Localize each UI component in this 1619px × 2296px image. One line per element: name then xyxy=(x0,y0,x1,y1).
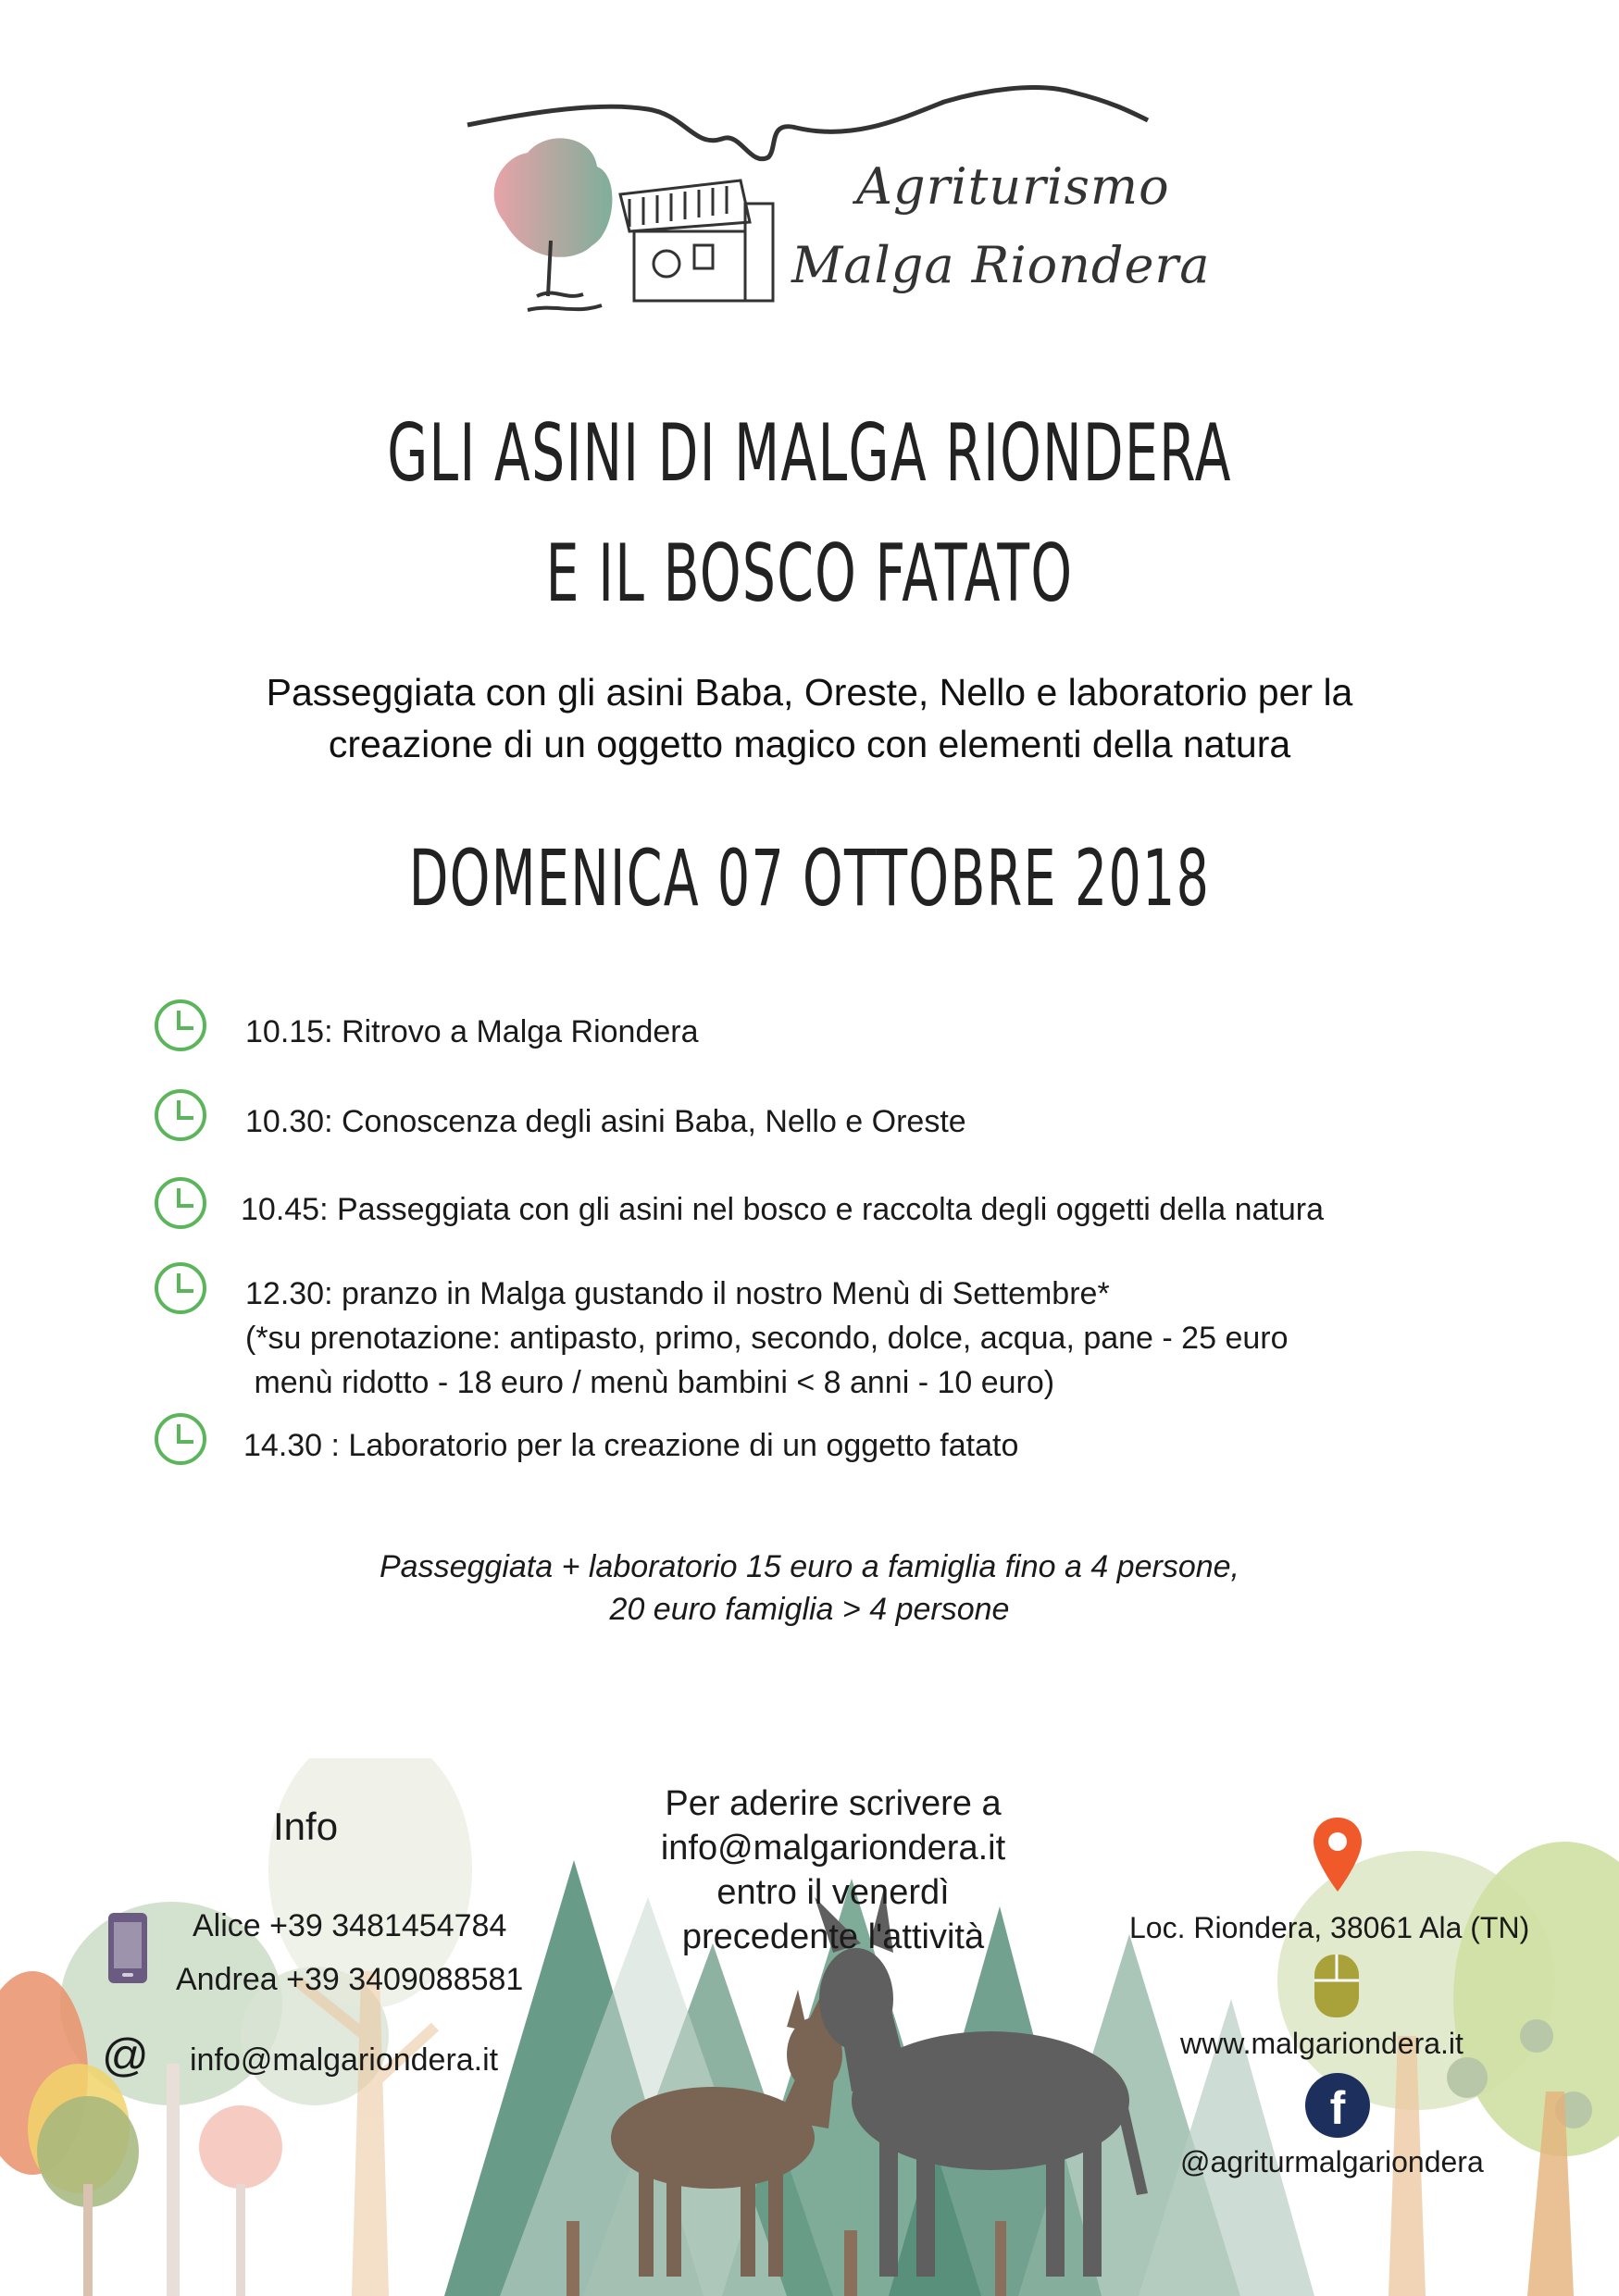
clock-icon xyxy=(153,1260,208,1316)
clock-icon xyxy=(153,1175,208,1231)
address: Loc. Riondera, 38061 Ala (TN) xyxy=(1129,1911,1530,1944)
price-note xyxy=(0,1545,1619,1631)
email-icon: @ xyxy=(102,2029,149,2081)
trunk xyxy=(995,2221,1006,2296)
info-heading: Info xyxy=(273,1805,339,1848)
schedule-line: (*su prenotazione: antipasto, primo, secondo, dolce, acqua, pane - 25 euro xyxy=(245,1321,1289,1356)
info-email[interactable]: info@malgariondera.it xyxy=(190,2042,499,2078)
brand-name-line1: Agriturismo xyxy=(856,157,1170,216)
price-line1: Passeggiata + laboratorio 15 euro a famiglia fino a 4 persone, xyxy=(380,1549,1239,1584)
facebook-handle[interactable]: @agriturmalgariondera xyxy=(1180,2145,1484,2178)
logo-house xyxy=(620,180,773,301)
contact-andrea: Andrea +39 3409088581 xyxy=(176,1962,524,1997)
join-line3: entro il venerdì xyxy=(716,1873,950,1912)
facebook-icon[interactable]: f xyxy=(1305,2073,1370,2138)
join-line2[interactable]: info@malgariondera.it xyxy=(660,1829,1006,1868)
subtitle-line2: creazione di un oggetto magico con elementi della natura xyxy=(328,723,1291,765)
event-date: DOMENICA 07 OTTOBRE 2018 xyxy=(408,833,1211,924)
logo-tree-canopy xyxy=(494,138,613,256)
schedule-line: menù ridotto - 18 euro / menù bambini < 8 anni - 10 euro) xyxy=(245,1365,1055,1400)
contact-alice: Alice +39 3481454784 xyxy=(193,1908,507,1943)
clock-icon xyxy=(153,998,208,1053)
clock-icon xyxy=(153,1411,208,1467)
mouse-icon xyxy=(1313,1953,1361,2019)
map-pin-icon xyxy=(1312,1816,1364,1893)
clock-icon xyxy=(153,1087,208,1143)
schedule-line: 12.30: pranzo in Malga gustando il nostro Menù di Settembre* xyxy=(245,1276,1110,1311)
tree-right-dot xyxy=(1520,2019,1553,2053)
join-line1: Per aderire scrivere a xyxy=(665,1784,1002,1823)
trunk xyxy=(83,2184,93,2296)
schedule-text: 10.45: Passeggiata con gli asini nel bosco e raccolta degli oggetti della natura xyxy=(241,1192,1324,1227)
phone-icon xyxy=(106,1911,149,1985)
title-line2: E IL BOSCO FATATO xyxy=(545,527,1074,620)
trunk xyxy=(167,2064,180,2296)
schedule-text: 14.30 : Laboratorio per la creazione di un oggetto fatato xyxy=(243,1428,1019,1463)
subtitle-line1: Passeggiata con gli asini Baba, Oreste, Nello e laboratorio per la xyxy=(266,671,1353,714)
subtitle xyxy=(0,666,1619,770)
schedule-text: 10.30: Conoscenza degli asini Baba, Nello e Oreste xyxy=(245,1104,966,1139)
schedule-text xyxy=(245,1272,1289,1405)
title-line1: GLI ASINI DI MALGA RIONDERA xyxy=(387,407,1232,500)
tree-right-dot xyxy=(1447,2057,1488,2098)
trunk xyxy=(567,2221,579,2296)
tree-left-pink xyxy=(199,2105,282,2189)
website[interactable]: www.malgariondera.it xyxy=(1180,2027,1463,2060)
schedule-text: 10.15: Ritrovo a Malga Riondera xyxy=(245,1014,699,1049)
price-line2: 20 euro famiglia > 4 persone xyxy=(609,1592,1010,1627)
join-instructions xyxy=(611,1781,1055,1959)
trunk xyxy=(236,2184,245,2296)
trunk xyxy=(844,2230,857,2296)
brand-name-line2: Malga Riondera xyxy=(791,236,1211,294)
join-line4: precedente l'attività xyxy=(681,1917,985,1956)
